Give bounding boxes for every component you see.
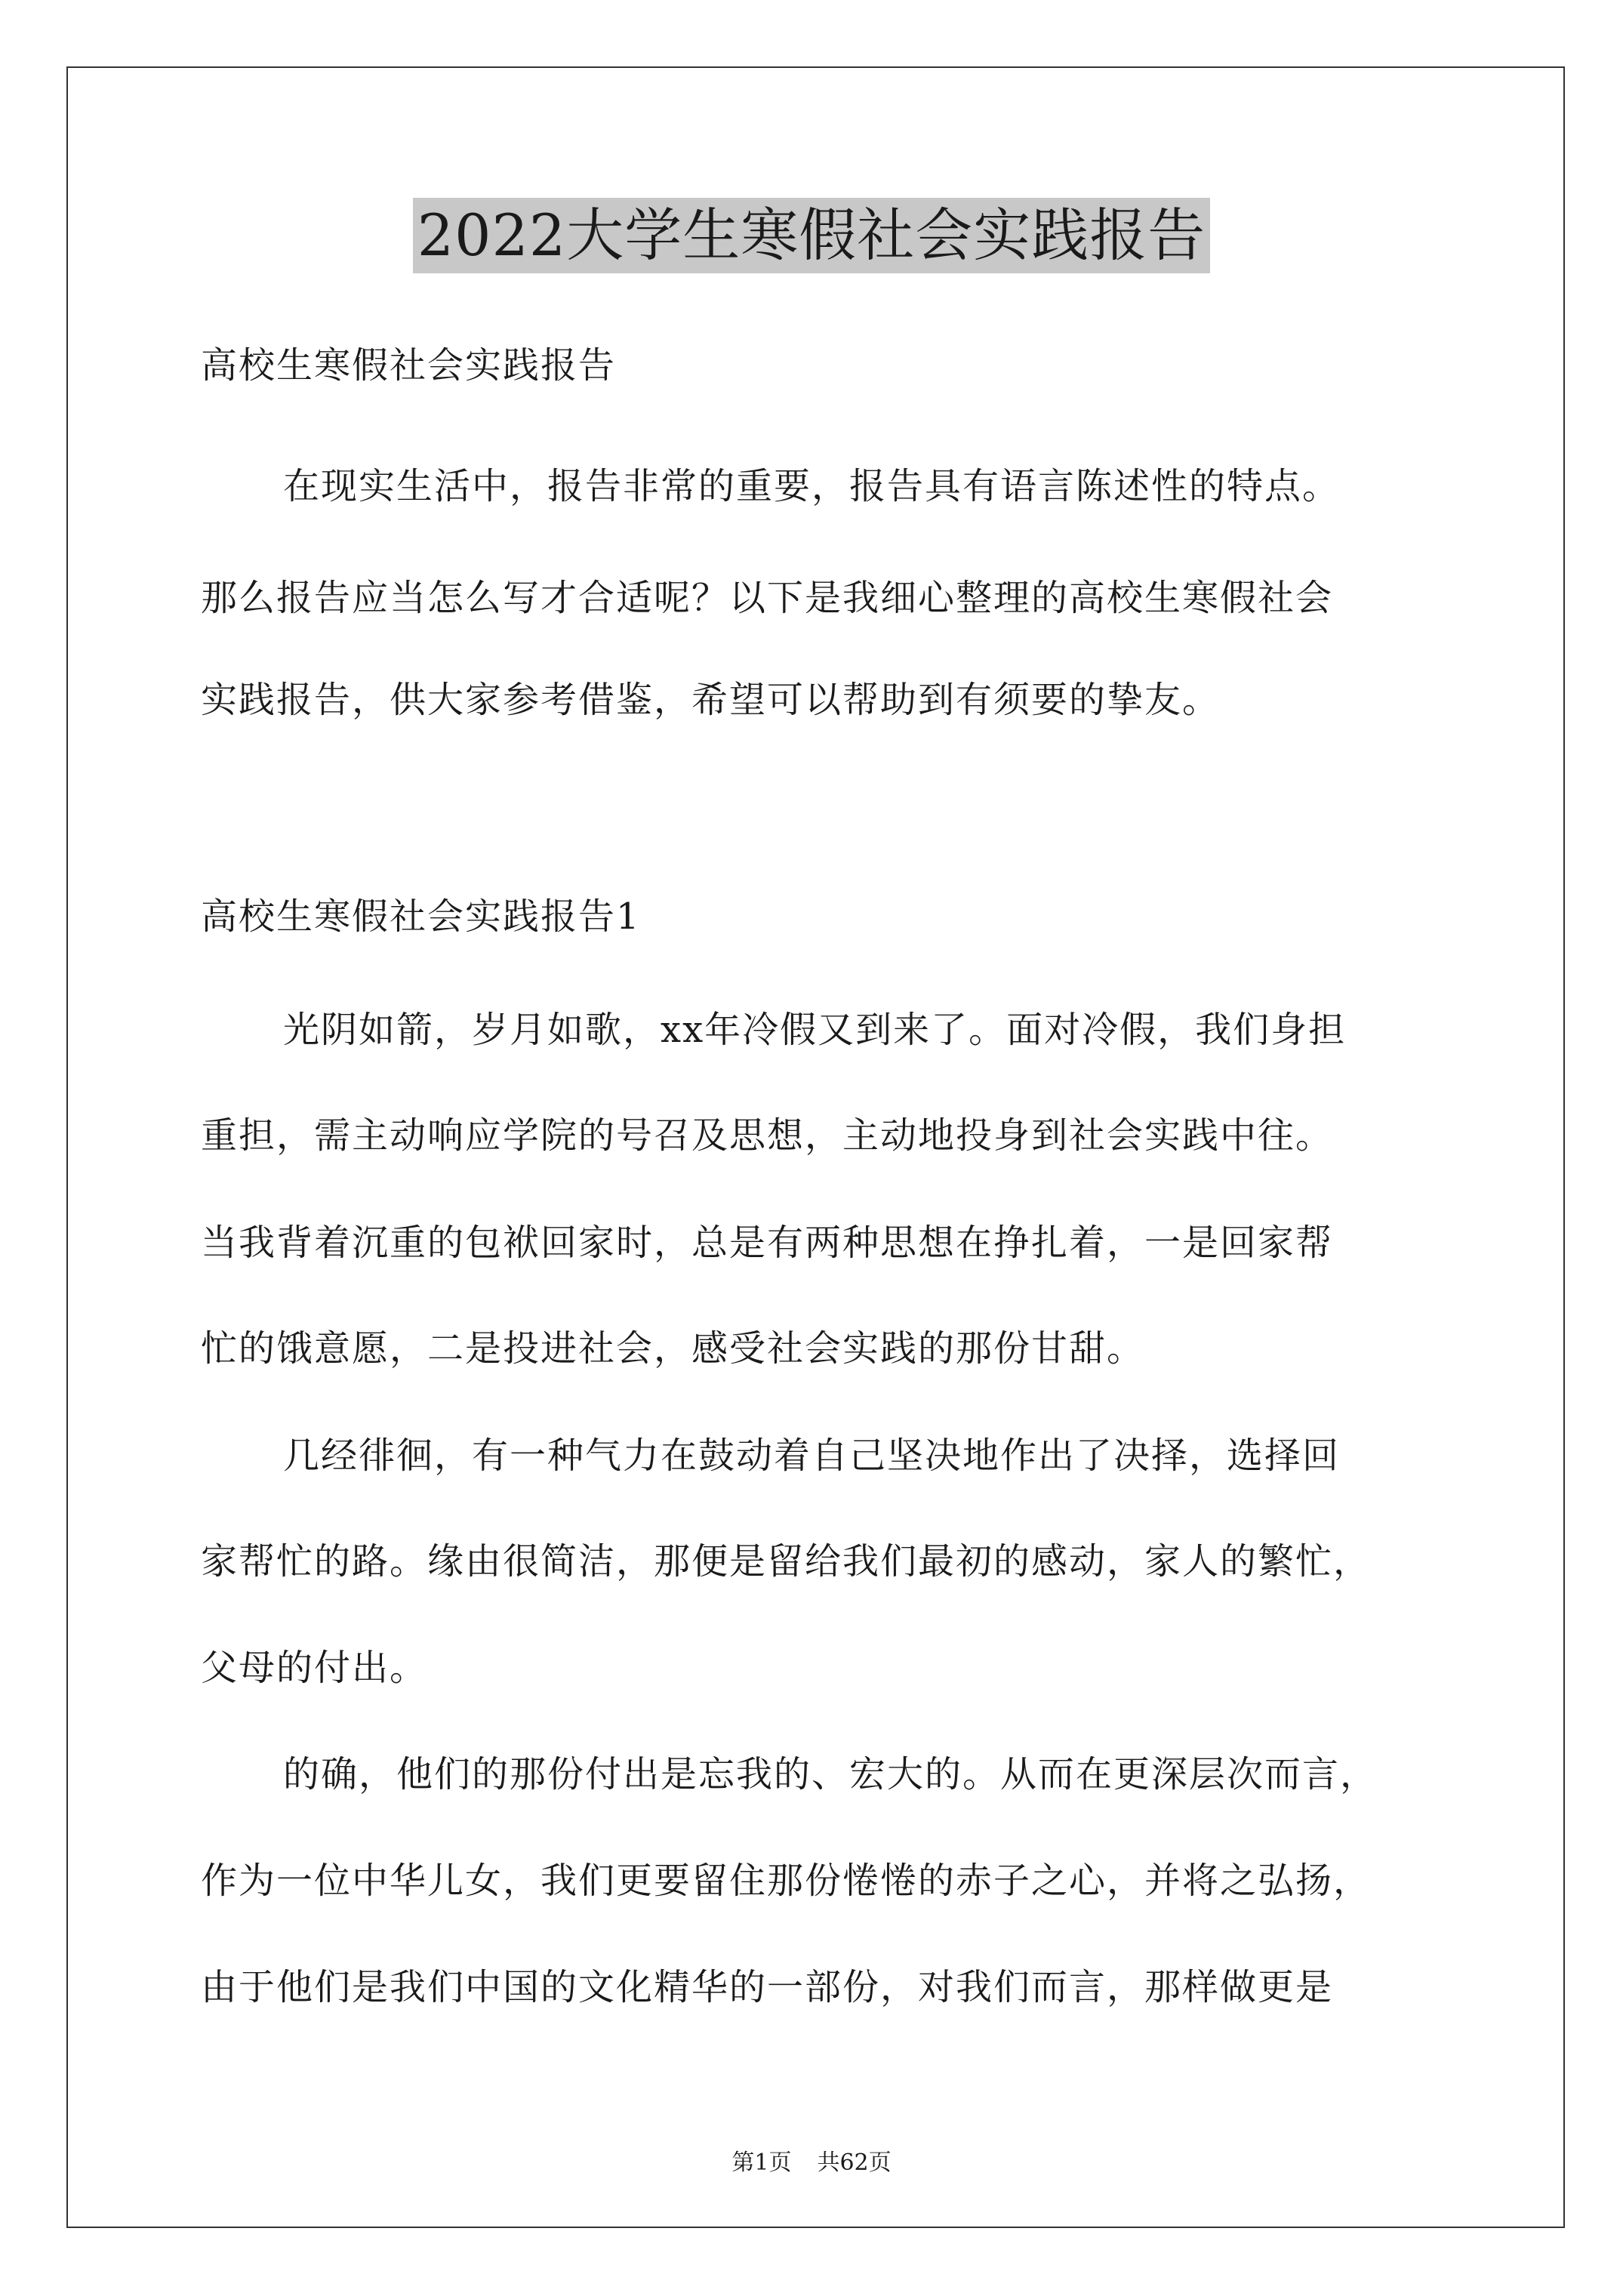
page-total: 共62页 bbox=[817, 2150, 892, 2176]
paragraph-3-line-3: 父母的付出。 bbox=[201, 1647, 428, 1689]
paragraph-2-line-2: 重担，需主动响应学院的号召及思想，主动地投身到社会实践中往。 bbox=[201, 1114, 1334, 1157]
paragraph-1-line-1: 在现实生活中，报告非常的重要，报告具有语言陈述性的特点。 bbox=[283, 465, 1341, 507]
paragraph-3-line-2: 家帮忙的路。缘由很简洁，那便是留给我们最初的感动，家人的繁忙， bbox=[201, 1540, 1372, 1583]
document-title: 2022大学生寒假社会实践报告 bbox=[413, 198, 1210, 273]
paragraph-2-line-1: 光阴如箭，岁月如歌，xx年冷假又到来了。面对冷假，我们身担 bbox=[283, 1009, 1347, 1051]
paragraph-1-line-3: 实践报告，供大家参考借鉴，希望可以帮助到有须要的挚友。 bbox=[201, 679, 1221, 721]
paragraph-4-line-3: 由于他们是我们中国的文化精华的一部份，对我们而言，那样做更是 bbox=[201, 1966, 1334, 2008]
paragraph-1-line-2: 那么报告应当怎么写才合适呢？以下是我细心整理的高校生寒假社会 bbox=[201, 577, 1334, 619]
page-footer bbox=[0, 2148, 1623, 2178]
paragraph-2-line-4: 忙的饿意愿，二是投进社会，感受社会实践的那份甘甜。 bbox=[201, 1327, 1145, 1370]
title-area bbox=[0, 198, 1623, 273]
subtitle-line: 高校生寒假社会实践报告 bbox=[201, 344, 617, 387]
section-heading: 高校生寒假社会实践报告1 bbox=[201, 895, 641, 938]
paragraph-4-line-2: 作为一位中华儿女，我们更要留住那份惓惓的赤子之心，并将之弘扬， bbox=[201, 1860, 1372, 1902]
paragraph-3-line-1: 几经徘徊，有一种气力在鼓动着自己坚决地作出了决择，选择回 bbox=[283, 1435, 1341, 1477]
paragraph-4-line-1: 的确，他们的那份付出是忘我的、宏大的。从而在更深层次而言， bbox=[283, 1753, 1378, 1795]
paragraph-2-line-3: 当我背着沉重的包袱回家时，总是有两种思想在挣扎着，一是回家帮 bbox=[201, 1222, 1334, 1264]
page-number: 第1页 bbox=[731, 2150, 792, 2176]
